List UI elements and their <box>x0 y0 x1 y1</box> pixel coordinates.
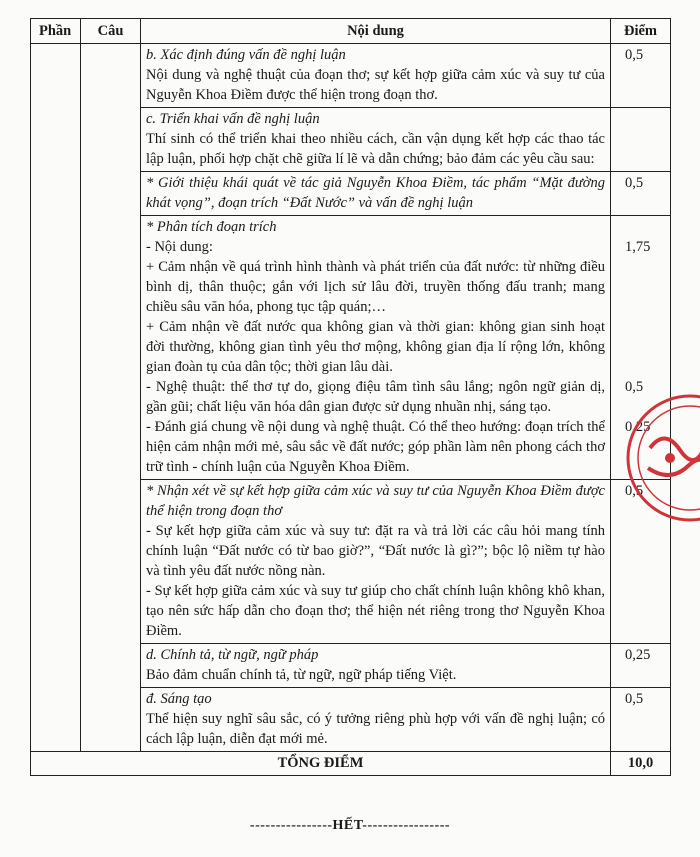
content-line: Nội dung và nghệ thuật của đoạn thơ; sự kết hợp giữa cảm xúc và suy tư của Nguyễn Khoa Điềm được thể hiện trong đoạn thơ. <box>146 67 605 103</box>
content-cell <box>141 172 611 216</box>
content-line: Bảo đảm chuẩn chính tả, từ ngữ, ngữ pháp tiếng Việt. <box>146 667 457 683</box>
part-cell <box>31 44 81 752</box>
content-line: + Cảm nhận về quá trình hình thành và phát triển của đất nước: từ những điều bình dị, thân thuộc; gắn với lịch sử lâu đời, truyền thống đấu tranh; mang chiều sâu văn hóa, phong tục tập quán;… <box>146 259 605 315</box>
content-line: Thể hiện suy nghĩ sâu sắc, có ý tưởng riêng phù hợp với vấn đề nghị luận; có cách lập luận, diễn đạt mới mẻ. <box>146 711 605 747</box>
content-line: - Sự kết hợp giữa cảm xúc và suy tư: đặt ra và trả lời các câu hỏi mang tính chính luận “Đất nước có từ bao giờ?”, “Đất nước là gì?”; bộc lộ niềm tự hào và tình yêu đất nước nồng nàn. <box>146 523 605 579</box>
score-cell: 0,5 <box>611 480 671 644</box>
section-title: c. Triển khai vấn đề nghị luận <box>146 111 320 127</box>
content-cell <box>141 480 611 644</box>
section-title: * Nhận xét về sự kết hợp giữa cảm xúc và suy tư của Nguyễn Khoa Điềm được thể hiện trong đoạn thơ <box>146 483 605 519</box>
content-cell <box>141 644 611 688</box>
section-title: * Phân tích đoạn trích <box>146 219 277 235</box>
content-line: - Nghệ thuật: thể thơ tự do, giọng điệu tâm tình sâu lắng; ngôn ngữ giản dị, gần gũi; chất liệu văn hóa dân gian được sử dụng nhuần nhị, sáng tạo. <box>146 379 605 415</box>
total-score: 10,0 <box>611 752 671 776</box>
section-title: b. Xác định đúng vấn đề nghị luận <box>146 47 346 63</box>
content-line: + Cảm nhận về đất nước qua không gian và thời gian: không gian sinh hoạt đời thường, không gian tình yêu thơ mộng, không gian địa lí rộng lớn, không gian đoàn tụ của dân tộc; thời gian lâu dài. <box>146 319 605 375</box>
total-row <box>31 752 671 776</box>
header-part: Phần <box>31 19 81 44</box>
score-cell: 0,5 <box>611 172 671 216</box>
score-art: 0,5 <box>625 379 644 395</box>
table-header-row <box>31 19 671 44</box>
header-content: Nội dung <box>141 19 611 44</box>
content-cell <box>141 216 611 480</box>
section-title: d. Chính tả, từ ngữ, ngữ pháp <box>146 647 319 663</box>
total-label: TỔNG ĐIỂM <box>31 752 611 776</box>
table-row <box>31 44 671 108</box>
rubric-table <box>30 18 671 776</box>
content-cell <box>141 108 611 172</box>
score-cell: 0,25 <box>611 644 671 688</box>
score-cell: 0,5 <box>611 44 671 108</box>
question-cell <box>81 44 141 752</box>
grading-rubric-page <box>30 18 670 776</box>
score-cell <box>611 108 671 172</box>
red-seal-stamp-icon <box>610 388 700 528</box>
section-title: * Giới thiệu khái quát về tác giả Nguyễn Khoa Điềm, tác phẩm “Mặt đường khát vọng”, đoạn trích “Đất Nước” và vấn đề nghị luận <box>146 175 605 211</box>
content-line: - Nội dung: <box>146 239 213 255</box>
content-line: Thí sinh có thể triển khai theo nhiều cách, cần vận dụng kết hợp các thao tác lập luận, phối hợp chặt chẽ giữa lí lẽ và dẫn chứng; bảo đảm các yêu cầu sau: <box>146 131 605 167</box>
score-overall: 0,25 <box>625 419 651 435</box>
content-cell <box>141 44 611 108</box>
content-cell <box>141 688 611 752</box>
content-line: - Đánh giá chung về nội dung và nghệ thuật. Có thể theo hướng: đoạn trích thể hiện cảm nhận mới mẻ, sâu sắc về đất nước; góp phần làm nên phong cách thơ trữ tình - chính luận của Nguyễn Khoa Điềm. <box>146 419 605 475</box>
section-title: đ. Sáng tạo <box>146 691 212 707</box>
score-content: 1,75 <box>625 239 651 255</box>
content-line: - Sự kết hợp giữa cảm xúc và suy tư giúp cho chất chính luận không khô khan, tạo nên sức hấp dẫn cho đoạn thơ; thể hiện nét riêng trong thơ Nguyễn Khoa Điềm. <box>146 583 605 639</box>
score-cell: 0,5 <box>611 688 671 752</box>
header-question: Câu <box>81 19 141 44</box>
header-score: Điểm <box>611 19 671 44</box>
end-marker: ----------------HẾT----------------- <box>249 818 451 833</box>
